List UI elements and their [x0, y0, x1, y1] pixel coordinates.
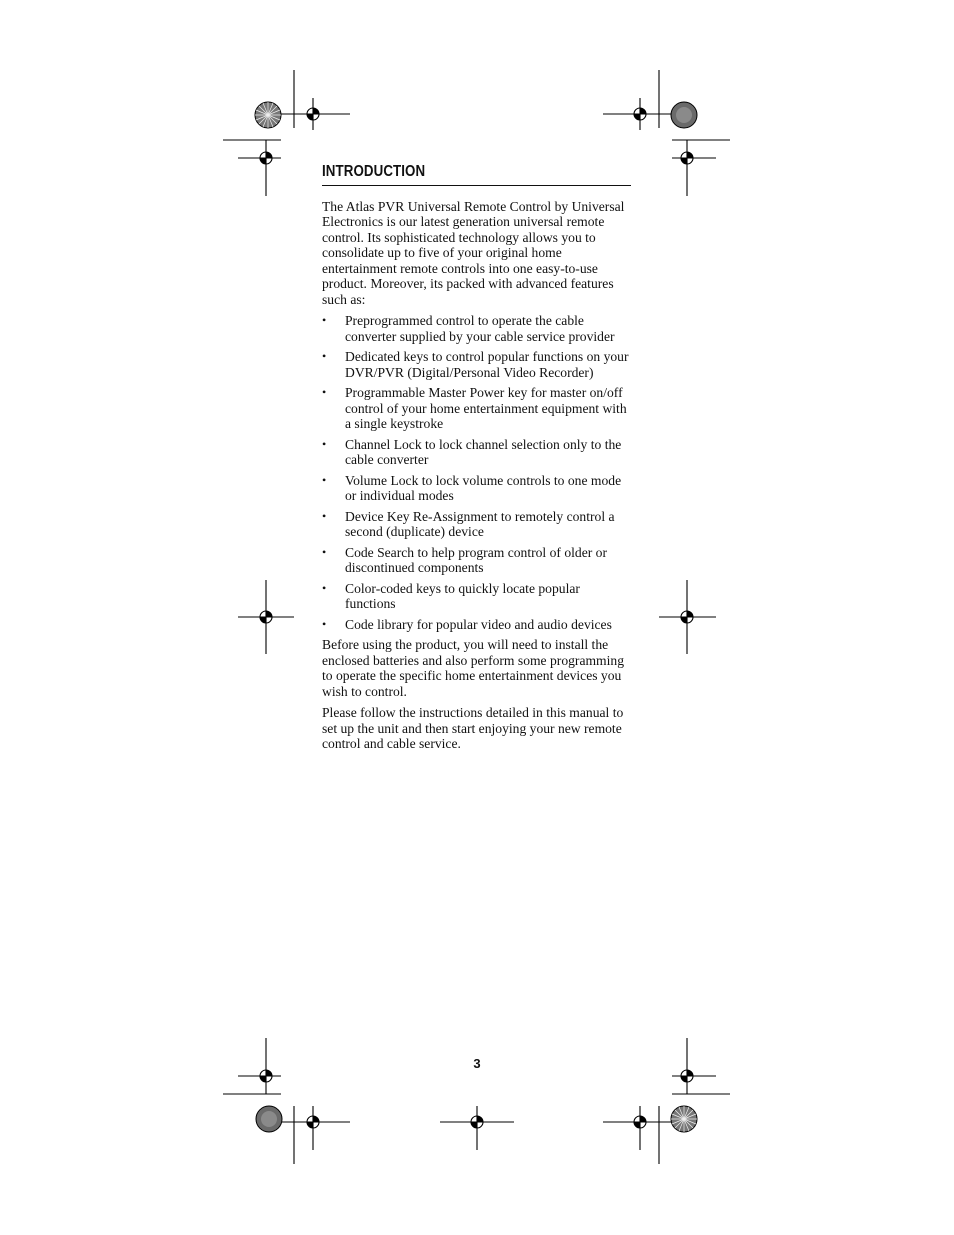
feature-text: Volume Lock to lock volume controls to one mode or individual modes: [345, 472, 622, 503]
feature-text: Dedicated keys to control popular functions on your DVR/PVR (Digital/Personal Video Recorder): [345, 349, 629, 380]
bullet-icon: •: [322, 349, 327, 363]
list-item: [322, 473, 631, 504]
feature-text: Code library for popular video and audio devices: [345, 616, 612, 632]
registration-mark-top-left-b: [238, 140, 281, 196]
crop-mark-bottom-left: [223, 1094, 294, 1164]
bullet-icon: •: [322, 508, 327, 523]
list-item: [322, 437, 631, 468]
list-item: [322, 349, 631, 380]
registration-mark-top-left-a: [276, 98, 350, 130]
intro-paragraph: The Atlas PVR Universal Remote Control by Universal Electronics is our latest generation universal remote control. Its sophisticated technology allows you to consolidate up to five of your original home entertainment remote controls into one easy-to-use product. Moreover, its packed with advanced features such as:: [322, 198, 625, 307]
list-item: [322, 385, 631, 432]
bullet-icon: •: [322, 544, 327, 559]
star-target-bottom-right: [671, 1106, 697, 1132]
heading-rule: [322, 185, 631, 186]
registration-mark-bottom-right-b: [603, 1106, 677, 1150]
feature-text: Channel Lock to lock channel selection only to the cable converter: [345, 436, 622, 467]
crop-mark-top-right: [659, 70, 730, 140]
bullet-icon: •: [322, 313, 327, 327]
registration-mark-top-right-a: [603, 98, 677, 130]
bullet-icon: •: [322, 616, 327, 631]
list-item: [322, 545, 631, 576]
bullet-icon: •: [322, 385, 327, 399]
color-target-top-right: [671, 102, 697, 128]
registration-mark-bottom-center: [440, 1106, 514, 1150]
star-target-top-left: [255, 102, 281, 128]
feature-text: Programmable Master Power key for master on/off control of your home entertainment equipment with a single keystroke: [345, 385, 627, 431]
feature-text: Preprogrammed control to operate the cable converter supplied by your cable service provider: [345, 313, 615, 344]
registration-mark-middle-left: [238, 580, 294, 654]
feature-text: Code Search to help program control of older or discontinued components: [345, 544, 607, 575]
closing-paragraph-install: Before using the product, you will need to install the enclosed batteries and also perform some programming to operate the specific home entertainment devices you wish to control.: [322, 637, 624, 699]
registration-mark-bottom-left-a: [238, 1038, 281, 1094]
crop-mark-top-left: [223, 70, 294, 140]
list-item: [322, 313, 631, 344]
feature-list: [322, 313, 631, 632]
section-heading: INTRODUCTION: [322, 163, 426, 180]
feature-text: Device Key Re-Assignment to remotely control a second (duplicate) device: [345, 508, 615, 539]
closing-paragraph-instructions: Please follow the instructions detailed in this manual to set up the unit and then start enjoying your new remote control and cable service.: [322, 705, 624, 751]
bullet-icon: •: [322, 580, 327, 595]
feature-text: Color-coded keys to quickly locate popular functions: [345, 580, 580, 611]
color-target-bottom-left: [256, 1106, 282, 1132]
list-item: [322, 581, 631, 612]
registration-mark-middle-right: [659, 580, 716, 654]
list-item: [322, 617, 631, 633]
page-number: 3: [473, 1056, 481, 1071]
introduction-section: [322, 162, 631, 758]
registration-mark-bottom-right-a: [672, 1038, 716, 1094]
bullet-icon: •: [322, 472, 327, 487]
bullet-icon: •: [322, 436, 327, 451]
registration-mark-top-right-b: [672, 140, 716, 196]
list-item: [322, 509, 631, 540]
registration-mark-bottom-left-b: [276, 1106, 350, 1150]
crop-mark-bottom-right: [659, 1094, 730, 1164]
